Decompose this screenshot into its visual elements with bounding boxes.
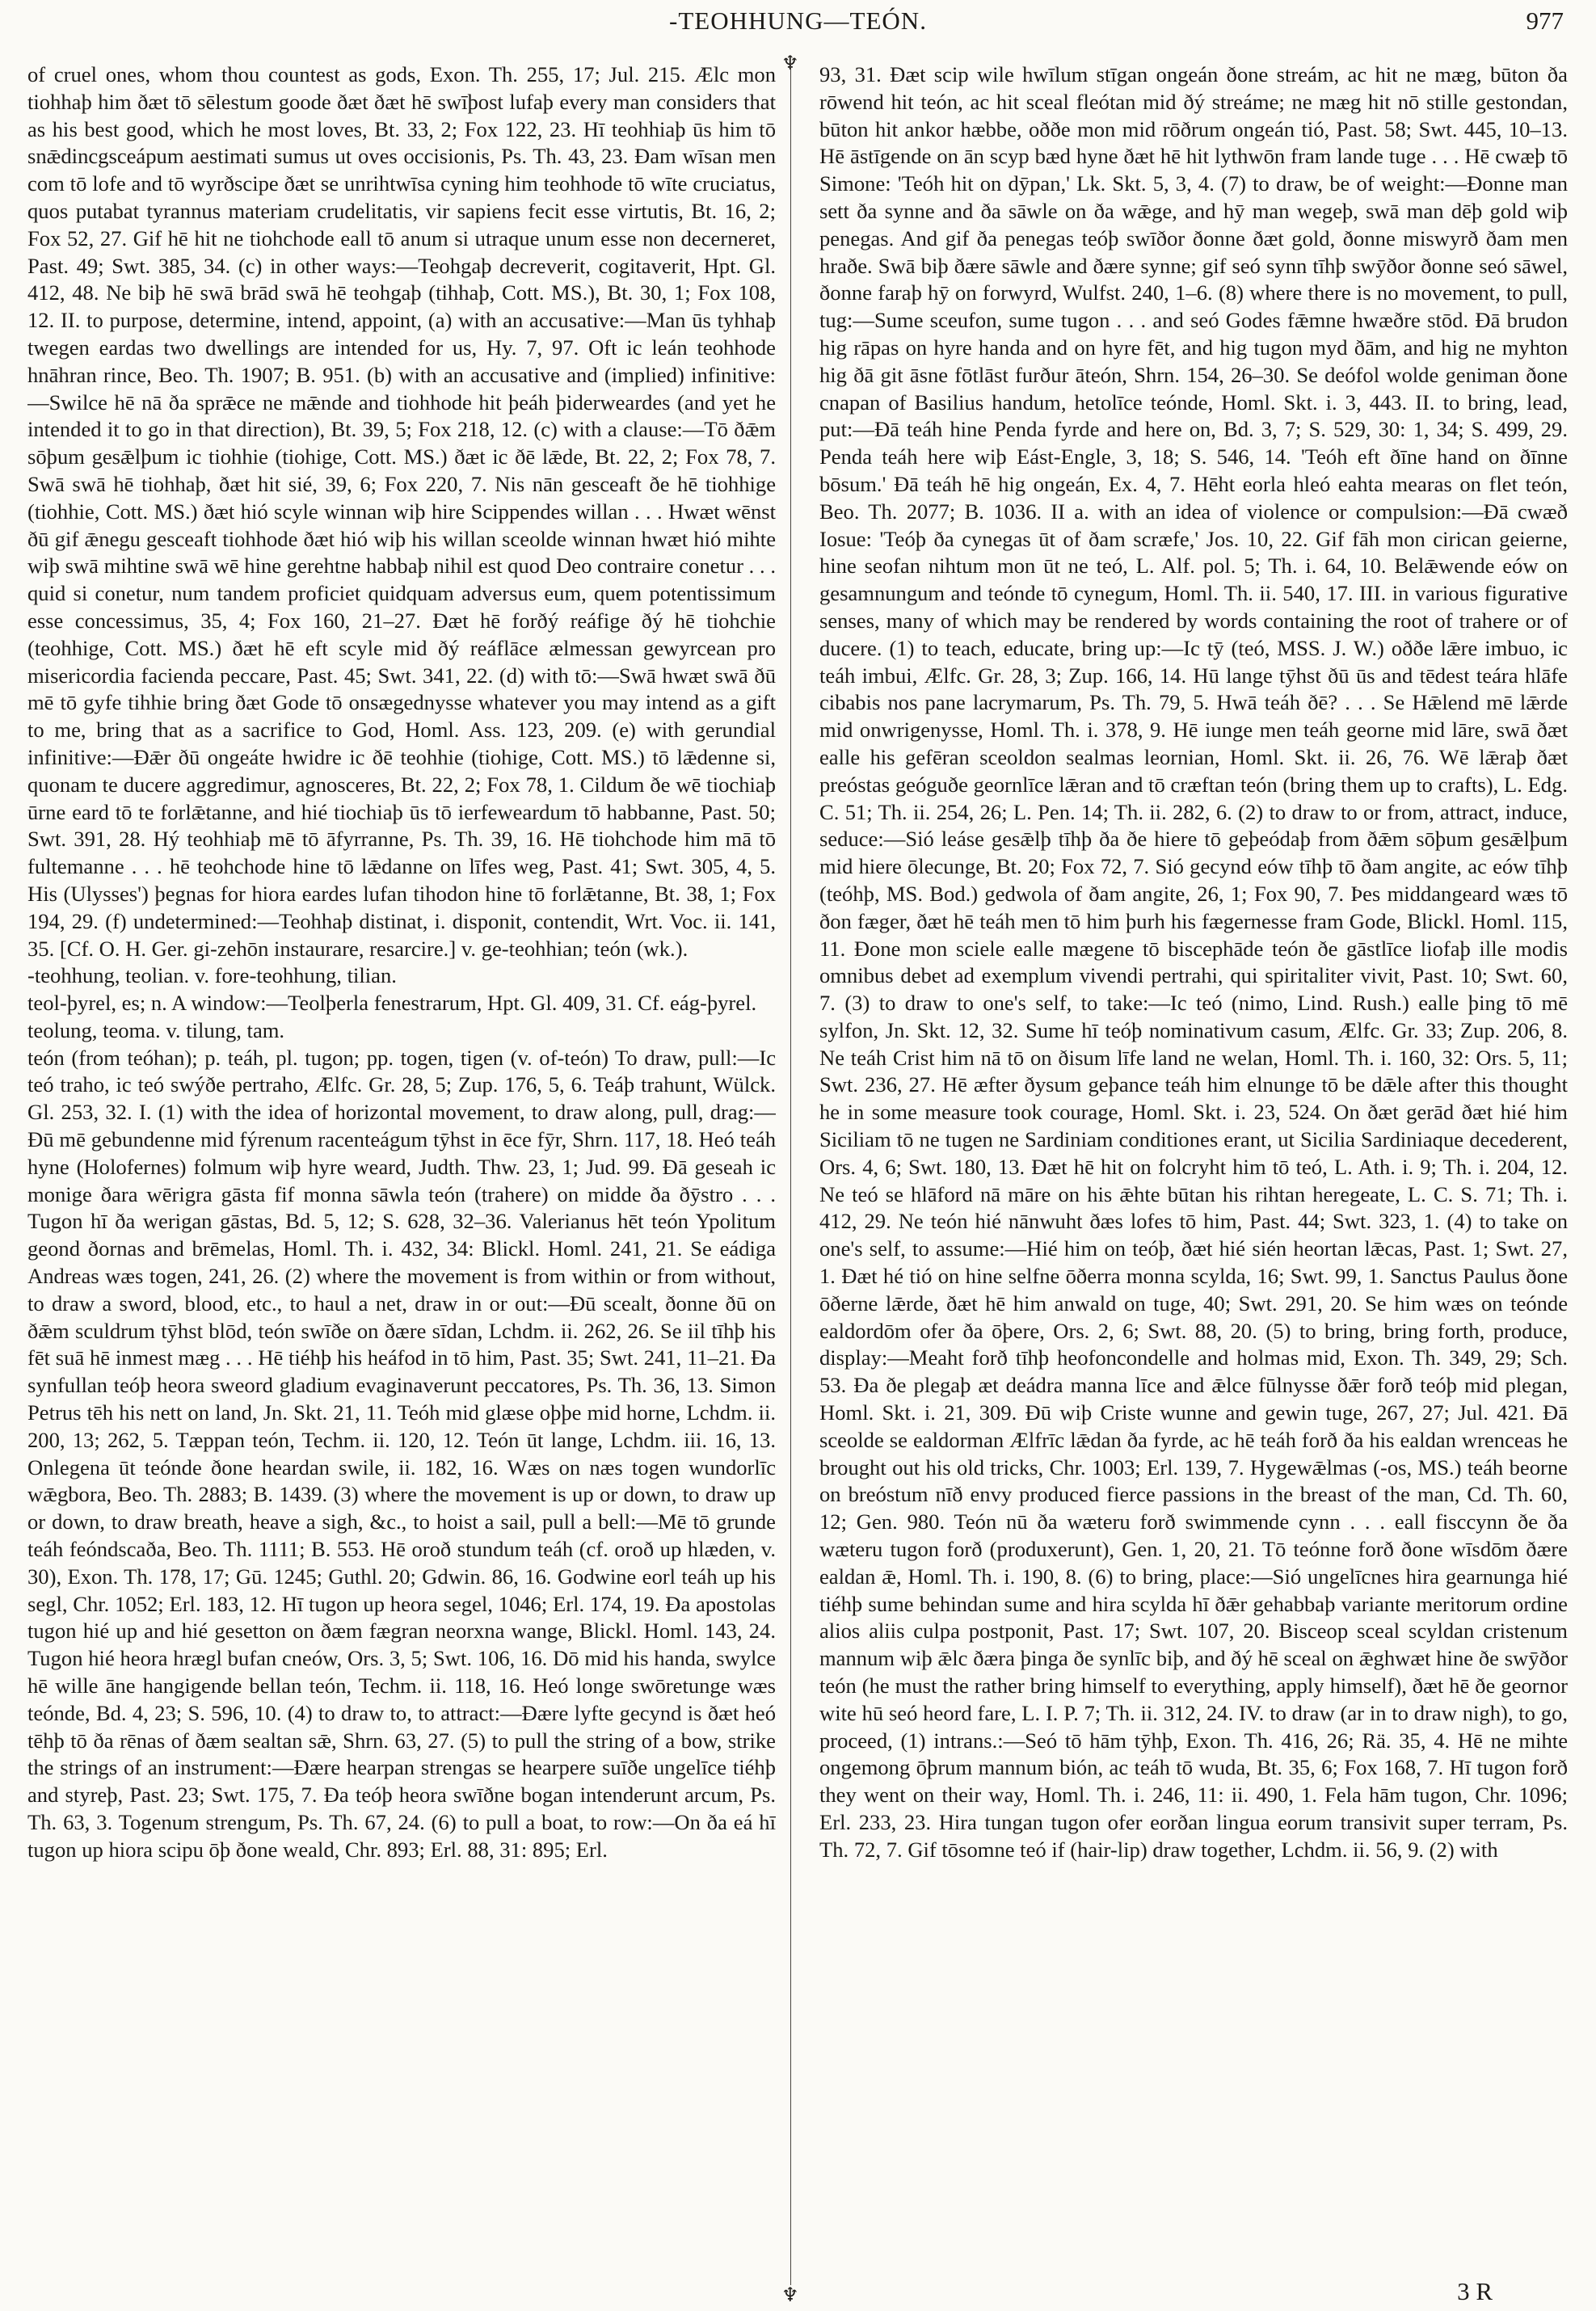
entry-teon: teón (from teóhan); p. teáh, pl. tugon; pp. togen, tigen (v. of-teón) To draw, pull:—Ic teó traho, ic teó swýðe pertraho, Ælfc. Gr. 28, 5; Zup. 176, 5, 6. Teáþ trahunt, Wülck. Gl. 253, 32. I. (1) with the idea of horizontal movement, to draw along, pull, drag:—Ðū mē gebundenne mid fýrenum racenteágum tȳhst in ēce fȳr, Shrn. 117, 18. Heó teáh hyne (Holofernes) folmum wiþ hyre weard, Judth. Thw. 23, 1; Jud. 99. Ðā geseah ic monige ðara wērigra gāsta fif monna sāwla teón (trahere) on midde ða ðȳstro . . . Tugon hī ða werigan gāstas, Bd. 5, 12; S. 628, 32–36. Valerianus hēt teón Ypolitum geond ðornas and brēmelas, Homl. Th. i. 432, 34: Blickl. Homl. 241, 21. Se eádiga Andreas wæs togen, 241, 26. (2) where the movement is from within or from without, to draw a sword, blood, etc., to haul a net, draw in or out:—Ðū scealt, ðonne ðū on ðǣm sculdrum tȳhst blōd, teón swīðe on ðære sīdan, Lchdm. ii. 262, 26. Se iil tīhþ his fēt suā hē inmest mæg . . . Hē tiéhþ his heáfod in tō him, Past. 35; Swt. 241, 11–21. Ða synfullan teóþ heora sweord gladium evaginaverunt peccatores, Ps. Th. 36, 13. Simon Petrus tēh his nett on land, Jn. Skt. 21, 11. Teóh mid glæse oþþe mid horne, Lchdm. ii. 200, 13; 262, 5. Tæppan teón, Techm. ii. 120, 12. Teón ūt lange, Lchdm. iii. 16, 13. Onlegena ūt teónde ðone heardan swile, ii. 182, 16. Wæs on næs togen wundorlīc wǣgbora, Beo. Th. 2883; B. 1439. (3) where the movement is up or down, to draw up or down, to draw breath, heave a sigh, &c., to hoist a sail, pull a bell:—Mē tō grunde teáh feóndscaða, Beo. Th. 1111; B. 553. Hē oroð stundum teáh (cf. oroð up hlæden, v. 30), Exon. Th. 178, 17; Gū. 1245; Guthl. 20; Gdwin. 86, 16. Godwine eorl teáh up his segl, Chr. 1052; Erl. 183, 12. Hī tugon up heora segel, 1046; Erl. 174, 19. Ða apostolas tugon hié up and hié gesetton on ðæm fægran neorxna wange, Blickl. Homl. 143, 24. Tugon hié heora hrægl bufan cneów, Ors. 3, 5; Swt. 106, 16. Dō mid his handa, swylce hē wille āne hangigende bellan teón, Techm. ii. 118, 16. Heó longe swōretunge wæs teónde, Bd. 4, 23; S. 596, 10. (4) to draw to, to attract:—Ðære lyfte gecynd is ðæt heó tēhþ tō ða rēnas of ðæm sealtan sǣ, Shrn. 63, 27. (5) to pull the string of a bow, strike the strings of an instrument:—Ðære hearpan strengas se hearpere suīðe ungelīce tiéhþ and styreþ, Past. 23; Swt. 175, 7. Ða teóþ heora swīðne bogan intenderunt arcum, Ps. Th. 63, 3. Togenum strengum, Ps. Th. 67, 24. (6) to pull a boat, to row:—On ða eá hī tugon up hiora scipu ōþ ðone weald, Chr. 893; Erl. 88, 31: 895; Erl.	[27, 1045, 776, 1862]
page-header	[27, 5, 1569, 37]
entry-teolung: teolung, teoma. v. tilung, tam.	[27, 1017, 285, 1042]
column-ornament-top: ♆	[781, 53, 799, 74]
running-head: -TEOHHUNG—TEÓN.	[669, 6, 927, 35]
right-column	[819, 61, 1568, 2259]
entry-teohhung: -teohhung, teolian. v. fore-teohhung, tilian.	[27, 963, 397, 988]
page-number: 977	[1526, 6, 1564, 35]
column-divider	[790, 63, 791, 2285]
left-column	[27, 61, 776, 2259]
entry-paragraph: 93, 31. Ðæt scip wile hwīlum stīgan ongeán ðone streám, ac hit ne mæg, būton ða rōwend hit teón, ac hit sceal fleótan mid ðý streáme; ne mæg hit nō stille gestondan, būton hit ankor hæbbe, oððe mon mid rōðrum ongeán tió, Past. 58; Swt. 445, 10–13. Hē āstīgende on ān scyp bæd hyne ðæt hē hit lythwōn fram lande tuge . . . Hē cwæþ tō Simone: 'Teóh hit on dȳpan,' Lk. Skt. 5, 3, 4. (7) to draw, be of weight:—Ðonne man sett ða synne and ða sāwle on ða wǣge, and hȳ man wegeþ, swā man dēþ gold wiþ penegas. And gif ða penegas teóþ swīðor ðonne ðæt gold, ðonne miswyrð ðam men hraðe. Swā biþ ðære sāwle and ðære synne; gif seó synn tīhþ swȳðor ðonne seó sāwel, ðonne faraþ hȳ on forwyrd, Wulfst. 240, 1–6. (8) where there is no movement, to pull, tug:—Sume sceufon, sume tugon . . . and seó Godes fǣmne hwæðre stōd. Ðā brudon hig rāpas on hyre handa and on hyre fēt, and hig tugon myd ðām, and hig ne myhton hig ðā git āsne fōtlāst furður āteón, Shrn. 154, 26–30. Se deófol wolde geniman ðone cnapan of Basilius handum, hetolīce teónde, Homl. Skt. i. 3, 443. II. to bring, lead, put:—Ðā teáh hine Penda fyrde and here on, Bd. 3, 7; S. 529, 30: 1, 34; S. 499, 29. Penda teáh here wiþ Eást-Engle, 3, 18; S. 546, 14. 'Teóh eft ðīne hand on ðīnne bōsum.' Ðā teáh hē hig ongeán, Ex. 4, 7. Hēht eorla hleó eahta mearas on flet teón, Beo. Th. 2077; B. 1036. II a. with an idea of violence or compulsion:—Ðā cwæð Iosue: 'Teóþ ða cynegas ūt of ðam scræfe,' Jos. 10, 22. Gif fāh mon cirican geierne, hine seofan nihtum mon ūt ne teó, L. Alf. pol. 5; Th. i. 64, 10. Belǣwende eów on gesamnungum and teónde tō cynegum, Homl. Th. ii. 540, 17. III. in various figurative senses, many of which may be rendered by words containing the root of trahere or of ducere. (1) to teach, educate, bring up:—Ic tȳ (teó, MSS. J. W.) oððe lǣre imbuo, ic teáh imbui, Ælfc. Gr. 28, 3; Zup. 166, 14. Hū lange tȳhst ðū ūs and tēdest teára hlāfe cibabis nos pane lacrymarum, Ps. Th. 79, 5. Hwā teáh ðē? . . . Se Hǣlend mē lǣrde mid onwrigenysse, Homl. Th. i. 378, 9. Hē iunge men teáh georne mid lāre, swā ðæt ealle his gefēran sceoldon sealmas leornian, Homl. Skt. ii. 26, 76. Wē lǣraþ ðæt preóstas geóguðe geornlīce lǣran and tō cræftan teón (bring them up to crafts), L. Edg. C. 51; Th. ii. 254, 26; L. Pen. 14; Th. ii. 282, 6. (2) to draw to or from, attract, induce, seduce:—Sió leáse gesǣlþ tīhþ ða ðe hiere tō geþeódaþ from ðǣm sōþum gesǣlþum mid hiere ōlecunge, Bt. 20; Fox 72, 7. Sió gecynd eów tīhþ tō ðam angite, ac eów tīhþ (teóhþ, MS. Bod.) gedwola of ðam angite, 26, 1; Fox 90, 7. Þes middangeard wæs tō ðon fæger, ðæt hē teáh men tō him þurh his fægernesse fram Gode, Blickl. Homl. 115, 11. Ðone mon sciele ealle mægene tō biscephāde teón ðe gāstlīce liofaþ ille modis omnibus debet ad exemplum vivendi pertrahi, qui spiritaliter vivit, Past. 10; Swt. 60, 7. (3) to draw to one's self, to take:—Ic teó (nimo, Lind. Rush.) ealle þing tō mē sylfon, Jn. Skt. 12, 32. Sume hī teóþ nominativum casum, Ælfc. Gr. 33; Zup. 206, 8. Ne teáh Crist him nā tō on ðisum līfe land ne welan, Homl. Th. i. 160, 32: Ors. 5, 11; Swt. 236, 27. Hē æfter ðysum geþance teáh him elnunge tō be dǣle after this thought he in some measure took courage, Homl. Skt. i. 23, 524. On ðæt gerād ðæt hié him Siciliam tō ne tugen ne Sardiniam conditiones erant, ut Sicilia Sardiniaque decederent, Ors. 4, 6; Swt. 180, 13. Ðæt hē hit on folcryht him tō teó, L. Ath. i. 9; Th. i. 204, 12. Ne teó se hlāford nā māre on his ǣhte būtan his rihtan heregeate, L. C. S. 71; Th. i. 412, 29. Ne teón hié nānwuht ðæs lofes tō him, Past. 44; Swt. 323, 1. (4) to take on one's self, to assume:—Hié him on teóþ, ðæt hié sién heortan lǣcas, Past. 1; Swt. 27, 1. Ðæt hé tió on hine selfne ōðerra monna scylda, 16; Swt. 99, 1. Sanctus Paulus ðone ōðerne lǣrde, ðæt hē him anwald on tuge, 40; Swt. 291, 20. Se him wæs on teónde ealdordōm ofer ða ōþere, Ors. 2, 6; Swt. 88, 20. (5) to bring, bring forth, produce, display:—Meaht forð tīhþ heofoncondelle and holmas mid, Exon. Th. 349, 29; Sch. 53. Ða ðe plegaþ æt deádra manna līce and ǣlce fūlnysse ðǣr forð teóþ mid plegan, Homl. Skt. i. 21, 309. Ðū wiþ Criste wunne and gewin tuge, 267, 27; Jul. 421. Ðā sceolde se ealdorman Ælfrīc lǣdan ða fyrde, ac hē teáh forð ða his ealdan wrenceas he brought out his old tricks, Chr. 1003; Erl. 139, 7. Hygewǣlmas (-os, MS.) teáh beorne on breóstum nīð envy produced fierce passions in the breast of the man, Cd. Th. 60, 12; Gen. 980. Teón nū ða wæteru forð swimmende cynn . . . eall fisccynn ðe ða wæteru tugon forð (produxerunt), Gen. 1, 20, 21. Tō teónne forð ðone wīsdōm ðære ealdan ǣ, Homl. Th. i. 190, 8. (6) to bring, place:—Sió ungelīcnes hira gearnunga hié tiéhþ sume behindan sume and hira scylda hī ðǣr gehabbaþ variante meritorum ordine alios aliis culpa postponit, Past. 17; Swt. 107, 20. Bisceop sceal scyldan cristenum mannum wiþ ǣlc ðæra þinga ðe synlīc biþ, and ðý hē sceal on ǣghwæt hine ðe swȳðor teón (he must the rather bring himself to everything, apply himself), ðæt hē ðe geornor wite hū seó heord fare, L. I. P. 7; Th. ii. 312, 24. IV. to draw (ar in to draw nigh), to go, proceed, (1) intrans.:—Seó tō hām tȳhþ, Exon. Th. 416, 26; Rä. 35, 4. Hē ne mihte ongemong ōþrum mannum bión, ac teáh tō wuda, Bt. 35, 6; Fox 168, 7. Hī tugon forð they went on their way, Homl. Th. i. 246, 11: ii. 490, 1. Fela hām tugon, Chr. 1096; Erl. 233, 23. Hira tungan tugon ofer eorðan lingua eorum transivit super terram, Ps. Th. 72, 7. Gif tōsomne teó if (hair-lip) draw together, Lchdm. ii. 56, 9. (2) with	[819, 62, 1568, 1862]
entry-paragraph: of cruel ones, whom thou countest as gods, Exon. Th. 255, 17; Jul. 215. Ælc mon tiohhaþ him ðæt tō sēlestum goode ðæt ðæt hē swīþost lufaþ every man considers that as his best good, which he most loves, Bt. 33, 2; Fox 122, 23. Hī teohhiaþ ūs him tō snǣdincgsceápum aestimati sumus ut oves occisionis, Ps. Th. 43, 23. Ðam wīsan men com tō lofe and tō wyrðscipe ðæt se unrihtwīsa cyning him teohhode tō wīte cruciatus, quos putabat tyrannus materiam crudelitatis, vir sapiens fecit esse virtutis, Bt. 16, 2; Fox 52, 27. Gif hē hit ne tiohchode eall tō anum si utraque unum esse non decerneret, Past. 49; Swt. 385, 34. (c) in other ways:—Teohgaþ decreverit, cogitaverit, Hpt. Gl. 412, 48. Ne biþ hē swā brād swā hē teohgaþ (tihhaþ, Cott. MS.), Bt. 30, 1; Fox 108, 12. II. to purpose, determine, intend, appoint, (a) with an accusative:—Man ūs tyhhaþ twegen eardas two dwellings are intended for us, Hy. 7, 97. Oft ic leán teohhode hnāhran rince, Beo. Th. 1907; B. 951. (b) with an accusative and (implied) infinitive:—Swilce hē nā ða sprǣce ne mǣnde and tiohhode hit þeáh þiderweardes (and yet he intended it to go in that direction), Bt. 39, 5; Fox 218, 12. (c) with a clause:—Tō ðǣm sōþum gesǣlþum ic tiohhie (tiohige, Cott. MS.) ðæt ic ðē lǣde, Bt. 22, 2; Fox 78, 7. Swā swā hē tiohhaþ, ðæt hit sié, 39, 6; Fox 220, 7. Nis nān gesceaft ðe hē tiohhige (tiohhie, Cott. MS.) ðæt hió scyle winnan wiþ hire Scippendes willan . . . Hwæt wēnst ðū gif ǣnegu gesceaft tiohhode ðæt hió wiþ his willan sceolde winnan hwæt hió mihte wiþ swā mihtine swā wē hine gerehtne habbaþ nihil est quod Deo contraire conetur . . . quid si conetur, num tandem proficiet quidquam adversus eum, quem potentissimum esse concessimus, 35, 4; Fox 160, 21–27. Ðæt hē forðý reáfige ðý hē tiohchie (teohhige, Cott. MS.) ðæt hē eft scyle mid ðý reáflāce ælmessan gewyrcean pro misericordia facienda peccare, Past. 45; Swt. 341, 22. (d) with tō:—Swā hwæt swā ðū mē tō gyfe tihhie bring ðæt Gode tō onsægednysse whatever you may intend as a gift to me, bring that as a sacrifice to God, Homl. Ass. 123, 209. (e) with gerundial infinitive:—Ðǣr ðū ongeáte hwidre ic ðē teohhie (tiohige, Cott. MS.) tō lǣdenne si, quonam te ducere aggredimur, agnosceres, Bt. 22, 2; Fox 78, 1. Cildum ðe wē tiochiaþ ūrne eard tō te forlǣtanne, and hié tiochiaþ ūs tō ierfeweardum tō habbanne, Past. 50; Swt. 391, 28. Hý teohhiaþ mē tō āfyrranne, Ps. Th. 39, 16. Hē tiohchode him mā tō fultemanne . . . hē teohchode hine tō lǣdanne on līfes weg, Past. 41; Swt. 305, 4, 5. His (Ulysses') þegnas for hiora eardes lufan tihodon hine tō forlǣtanne, Bt. 38, 1; Fox 194, 29. (f) undetermined:—Teohhaþ distinat, i. disponit, contendit, Wrt. Voc. ii. 141, 35. [Cf. O. H. Ger. gi-zehōn instaurare, resarcire.] v. ge-teohhian; teón (wk.).	[27, 62, 776, 961]
signature-mark: 3 R	[1457, 2277, 1493, 2305]
column-ornament-bottom: ♆	[781, 2285, 799, 2306]
entry-teol-thyrel: teol-þyrel, es; n. A window:—Teolþerla fenestrarum, Hpt. Gl. 409, 31. Cf. eág-þyrel.	[27, 991, 757, 1016]
